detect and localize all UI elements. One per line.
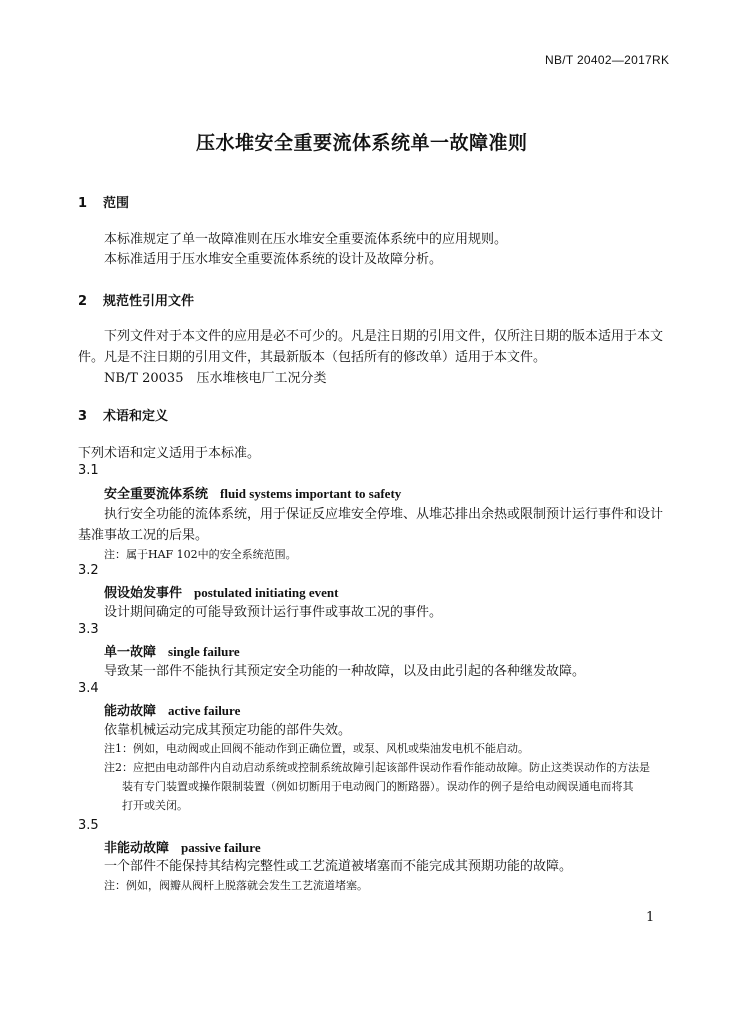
term-zh: 非能动故障 bbox=[104, 841, 170, 856]
term-heading bbox=[104, 483, 401, 502]
term-heading bbox=[104, 641, 240, 660]
term-note: 注：属于HAF 102中的安全系统范围。 bbox=[104, 548, 297, 561]
paragraph: 件。凡是不注日期的引用文件，其最新版本（包括所有的修改单）适用于本文件。 bbox=[78, 350, 547, 365]
normative-reference: NB/T 20035 压水堆核电厂工况分类 bbox=[104, 371, 327, 386]
term-en: active failure bbox=[168, 703, 241, 718]
term-heading bbox=[104, 700, 240, 719]
section-2-heading bbox=[78, 290, 194, 309]
section-number: 2 bbox=[78, 294, 88, 309]
term-number: 3.5 bbox=[78, 818, 99, 833]
section-number: 3 bbox=[78, 409, 88, 424]
section-number: 1 bbox=[78, 196, 88, 211]
term-heading bbox=[104, 837, 261, 856]
term-definition: 依靠机械运动完成其预定功能的部件失效。 bbox=[104, 723, 352, 738]
term-number: 3.3 bbox=[78, 622, 99, 637]
term-zh: 单一故障 bbox=[104, 645, 157, 660]
paragraph: 本标准规定了单一故障准则在压水堆安全重要流体系统中的应用规则。 bbox=[104, 232, 508, 247]
term-zh: 安全重要流体系统 bbox=[104, 487, 209, 502]
section-intro: 下列术语和定义适用于本标准。 bbox=[78, 446, 261, 461]
term-en: passive failure bbox=[181, 840, 261, 855]
term-en: single failure bbox=[168, 644, 240, 659]
term-note: 装有专门装置或操作限制装置（例如切断用于电动阀门的断路器）。误动作的例子是给电动阀误通电而将其 bbox=[122, 780, 634, 793]
term-note: 注：例如，阀瓣从阀杆上脱落就会发生工艺流道堵塞。 bbox=[104, 879, 368, 892]
term-definition: 执行安全功能的流体系统，用于保证反应堆安全停堆、从堆芯排出余热或限制预计运行事件和设计 bbox=[104, 507, 664, 522]
paragraph: 本标准适用于压水堆安全重要流体系统的设计及故障分析。 bbox=[104, 252, 443, 267]
page-title: 压水堆安全重要流体系统单一故障准则 bbox=[196, 132, 528, 154]
term-en: postulated initiating event bbox=[194, 585, 339, 600]
term-definition: 设计期间确定的可能导致预计运行事件或事故工况的事件。 bbox=[104, 605, 443, 620]
term-number: 3.2 bbox=[78, 563, 99, 578]
term-number: 3.4 bbox=[78, 681, 99, 696]
standard-code: NB/T 20402—2017RK bbox=[545, 53, 670, 67]
term-zh: 假设始发事件 bbox=[104, 586, 183, 601]
section-1-heading bbox=[78, 192, 129, 211]
term-number: 3.1 bbox=[78, 463, 99, 478]
term-note: 注1：例如，电动阀或止回阀不能动作到正确位置，或泵、风机或柴油发电机不能启动。 bbox=[104, 742, 529, 755]
term-en: fluid systems important to safety bbox=[220, 486, 402, 501]
term-definition: 一个部件不能保持其结构完整性或工艺流道被堵塞而不能完成其预期功能的故障。 bbox=[104, 859, 573, 874]
term-note: 打开或关闭。 bbox=[122, 799, 188, 812]
section-title: 范围 bbox=[103, 196, 130, 211]
term-heading bbox=[104, 582, 338, 601]
term-definition: 导致某一部件不能执行其预定安全功能的一种故障，以及由此引起的各种继发故障。 bbox=[104, 664, 586, 679]
section-title: 规范性引用文件 bbox=[103, 294, 195, 309]
section-title: 术语和定义 bbox=[103, 409, 169, 424]
paragraph: 下列文件对于本文件的应用是必不可少的。凡是注日期的引用文件，仅所注日期的版本适用于本文 bbox=[104, 329, 664, 344]
term-note: 注2：应把由电动部件内自动启动系统或控制系统故障引起该部件误动作看作能动故障。防止这类误动作的方法是 bbox=[104, 761, 650, 774]
term-zh: 能动故障 bbox=[104, 704, 157, 719]
section-3-heading bbox=[78, 405, 168, 424]
term-definition: 基准事故工况的后果。 bbox=[78, 528, 209, 543]
page-number: 1 bbox=[646, 910, 655, 925]
